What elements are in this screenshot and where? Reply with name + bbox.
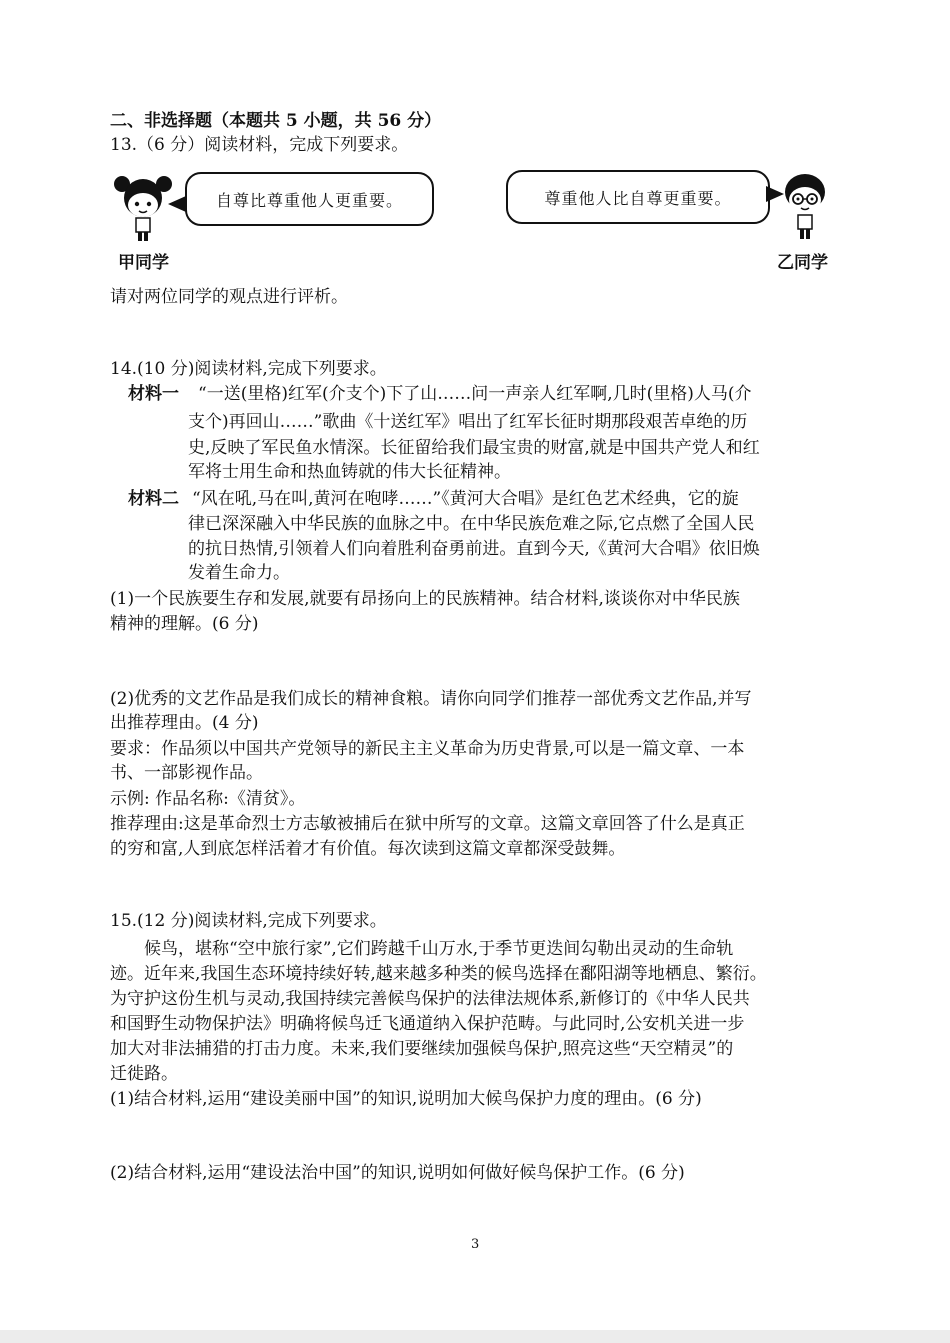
speech-bubble-a: 自尊比尊重他人更重要。 — [185, 172, 434, 226]
q14-m2-line: 律已深深融入中华民族的血脉之中。在中华民族危难之际,它点燃了全国人民 — [188, 514, 755, 534]
q14-sub2-line: 书、一部影视作品。 — [110, 763, 263, 783]
q14-sub2-line: 要求：作品须以中国共产党领导的新民主主义革命为历史背景,可以是一篇文章、一本 — [110, 739, 745, 759]
scan-footer-strip — [0, 1330, 950, 1343]
boy-student-illustration — [775, 168, 835, 244]
q15-sub1: (1)结合材料,运用“建设美丽中国”的知识,说明加大候鸟保护力度的理由。(6 分) — [110, 1089, 702, 1109]
q14-sub1-line: 精神的理解。(6 分) — [110, 614, 259, 634]
q15-passage-line: 和国野生动物保护法》明确将候鸟迁飞通道纳入保护范畴。与此同时,公安机关进一步 — [110, 1014, 745, 1034]
q14-sub2-line: 推荐理由:这是革命烈士方志敏被捕后在狱中所写的文章。这篇文章回答了什么是真正 — [110, 814, 745, 834]
q14-sub2-line: 示例: 作品名称:《清贫》。 — [110, 789, 306, 809]
q13-stem: 13.（6 分）阅读材料，完成下列要求。 — [110, 135, 409, 155]
q15-passage-line: 迹。近年来,我国生态环境持续好转,越来越多种类的候鸟选择在鄱阳湖等地栖息、繁衍。 — [110, 964, 767, 984]
q15-sub2: (2)结合材料,运用“建设法治中国”的知识,说明如何做好候鸟保护工作。(6 分) — [110, 1163, 685, 1183]
q14-material-2-label: 材料二 — [128, 489, 179, 509]
q15-passage-line: 候鸟，堪称“空中旅行家”,它们跨越千山万水,于季节更迭间勾勒出灵动的生命轨 — [144, 939, 734, 959]
q14-stem: 14.(10 分)阅读材料,完成下列要求。 — [110, 359, 387, 379]
q15-passage-line: 迁徙路。 — [110, 1064, 178, 1084]
q14-m1-line: 支个)再回山……”歌曲《十送红军》唱出了红军长征时期那段艰苦卓绝的历 — [188, 412, 748, 432]
q14-m1-line: “一送(里格)红军(介支个)下了山……问一声亲人红军啊,几时(里格)人马(介 — [198, 384, 752, 404]
q14-sub1-line: (1)一个民族要生存和发展,就要有昂扬向上的民族精神。结合材料,谈谈你对中华民族 — [110, 589, 740, 609]
q14-sub2-line: 出推荐理由。(4 分) — [110, 713, 259, 733]
page-number: 3 — [471, 1237, 480, 1252]
q14-m1-line: 史,反映了军民鱼水情深。长征留给我们最宝贵的财富,就是中国共产党人和红 — [188, 438, 760, 458]
q14-sub2-line: (2)优秀的文艺作品是我们成长的精神食粮。请你向同学们推荐一部优秀文艺作品,并写 — [110, 689, 752, 709]
q14-material-1-label: 材料一 — [128, 384, 179, 404]
q14-sub2-line: 的穷和富,人到底怎样活着才有价值。每次读到这篇文章都深受鼓舞。 — [110, 839, 626, 859]
q15-passage-line: 为守护这份生机与灵动,我国持续完善候鸟保护的法律法规体系,新修订的《中华人民共 — [110, 989, 750, 1009]
speech-tail-a — [168, 196, 186, 212]
q14-m1-line: 军将士用生命和热血铸就的伟大长征精神。 — [188, 462, 511, 482]
q15-stem: 15.(12 分)阅读材料,完成下列要求。 — [110, 911, 387, 931]
girl-student-illustration — [112, 172, 174, 246]
q14-m2-line: 的抗日热情,引领着人们向着胜利奋勇前进。直到今天,《黄河大合唱》依旧焕 — [188, 539, 760, 559]
q13-prompt: 请对两位同学的观点进行评析。 — [110, 287, 348, 307]
q14-m2-line: “风在吼,马在叫,黄河在咆哮……”《黄河大合唱》是红色艺术经典，它的旋 — [192, 489, 739, 509]
label-student-b: 乙同学 — [777, 253, 828, 273]
speech-bubble-b: 尊重他人比自尊更重要。 — [506, 170, 770, 224]
q14-m2-line: 发着生命力。 — [188, 563, 290, 583]
q15-passage-line: 加大对非法捕猎的打击力度。未来,我们要继续加强候鸟保护,照亮这些“天空精灵”的 — [110, 1039, 734, 1059]
section-title: 二、非选择题（本题共 5 小题，共 56 分） — [110, 111, 442, 131]
label-student-a: 甲同学 — [118, 253, 169, 273]
